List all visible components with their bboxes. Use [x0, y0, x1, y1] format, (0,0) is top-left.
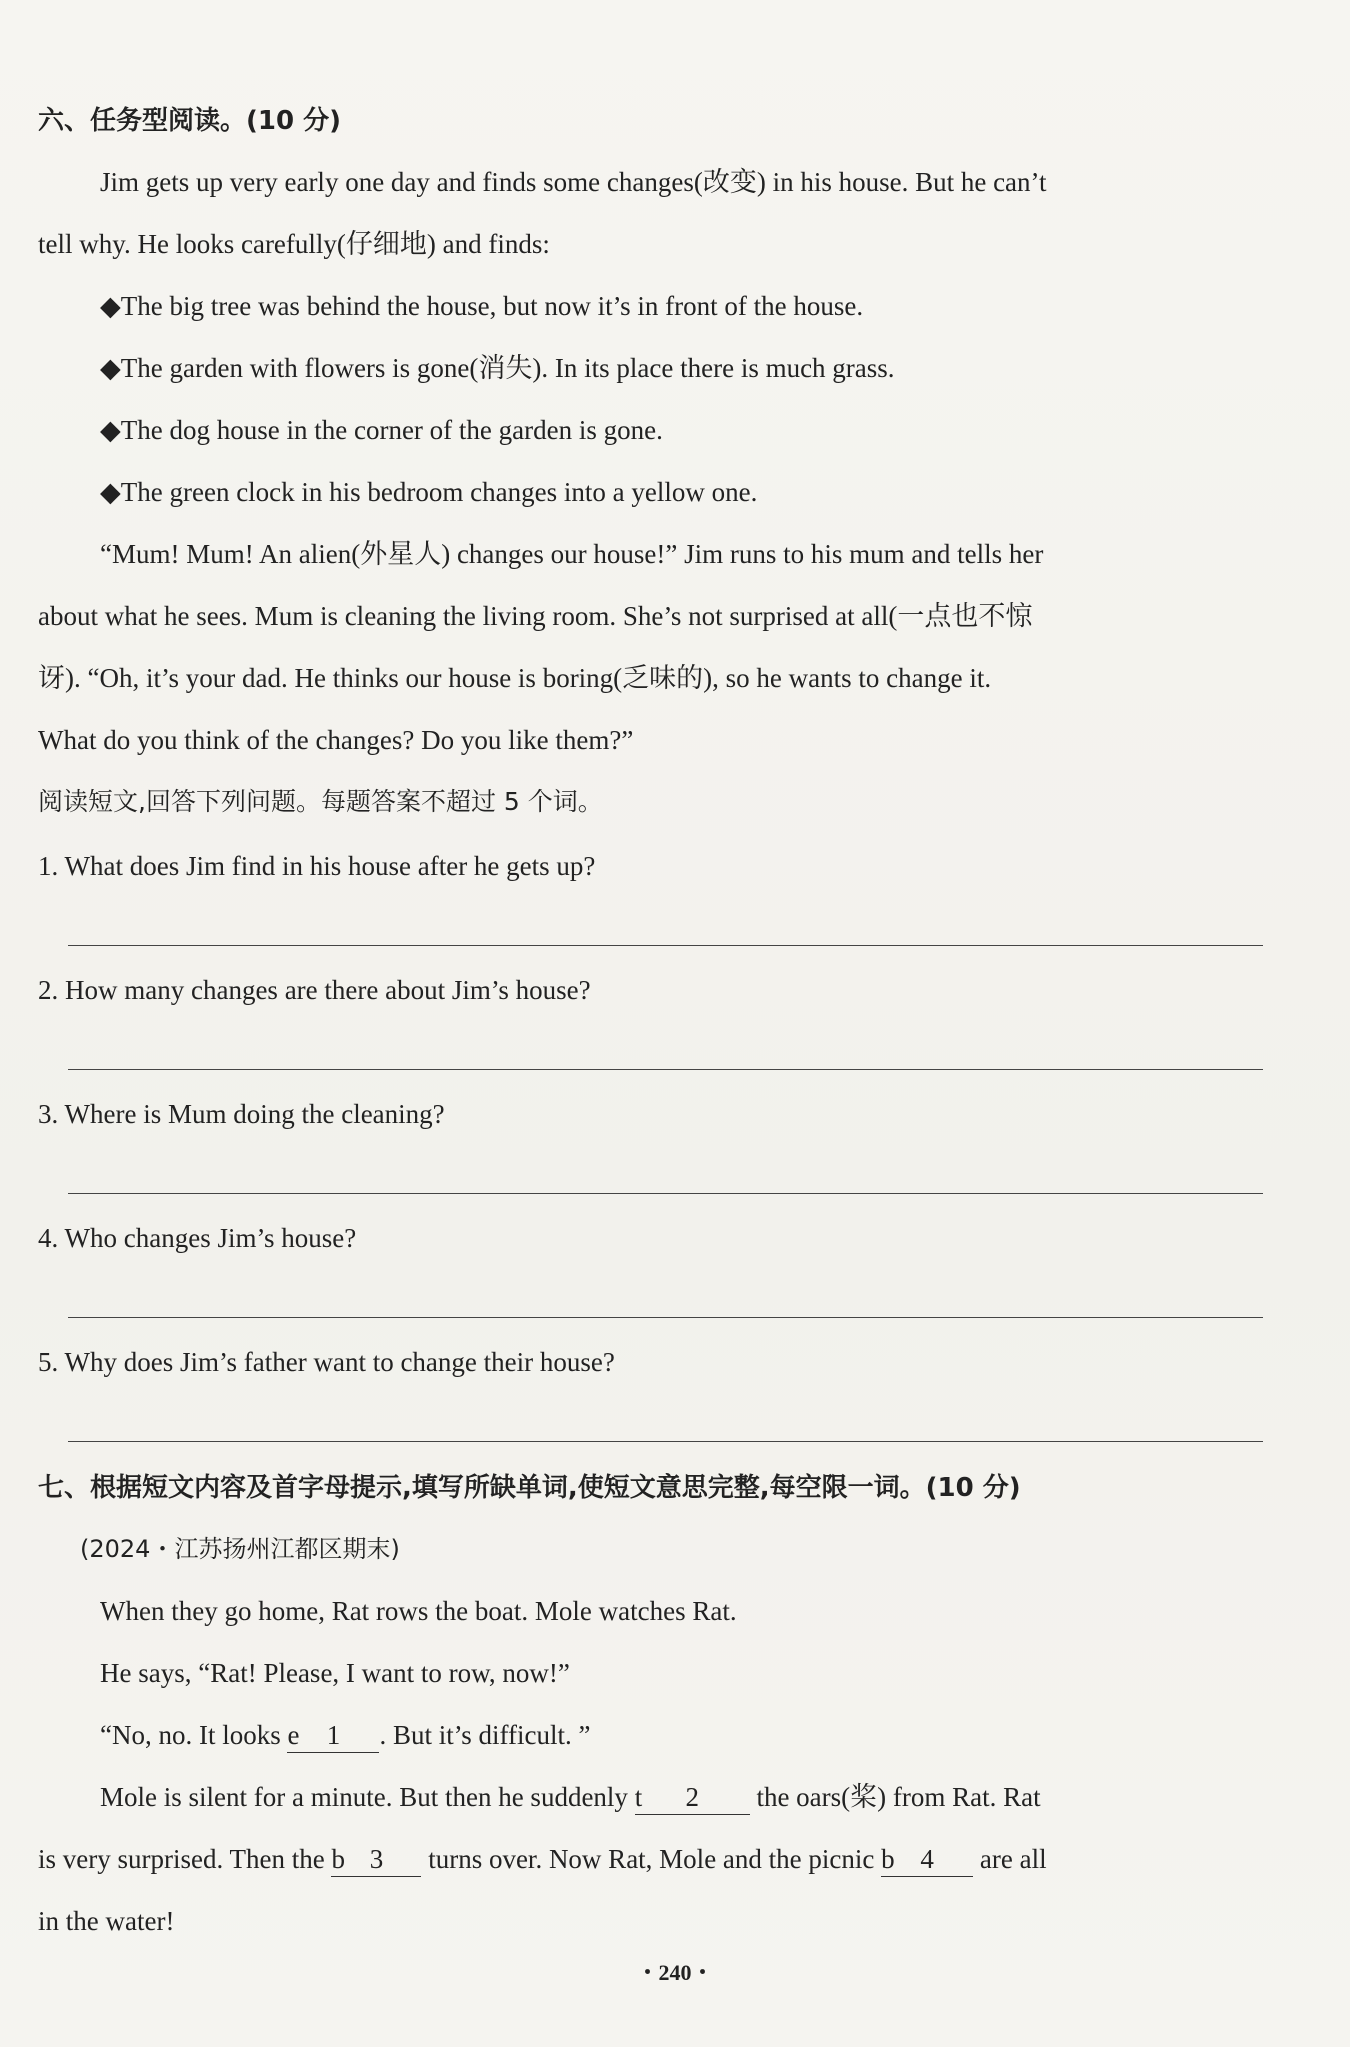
question: 3. Where is Mum doing the cleaning?: [38, 1099, 445, 1129]
passage-line: 讶). “Oh, it’s your dad. He thinks our house is boring(乏味的), so he wants to change it.: [38, 663, 992, 693]
passage-line: is very surprised. Then the b 3 turns over. Now Rat, Mole and the picnic b 4 are all: [38, 1842, 1047, 1877]
bullet-item: ◆The dog house in the corner of the garden is gone.: [100, 415, 663, 445]
answer-line-1[interactable]: [68, 945, 1263, 946]
passage-line: in the water!: [38, 1906, 175, 1936]
passage-line: Mole is silent for a minute. But then he suddenly t 2 the oars(桨) from Rat. Rat: [100, 1780, 1041, 1815]
bullet-item: ◆The green clock in his bedroom changes into a yellow one.: [100, 477, 758, 507]
bullet-item: ◆The garden with flowers is gone(消失). In its place there is much grass.: [100, 353, 895, 383]
instruction-text: 阅读短文,回答下列问题。每题答案不超过 5 个词。: [38, 787, 603, 816]
blank-2[interactable]: t 2: [635, 1780, 750, 1815]
bullet-item: ◆The big tree was behind the house, but now it’s in front of the house.: [100, 291, 864, 321]
blank-1[interactable]: e 1: [287, 1718, 379, 1753]
passage-line: He says, “Rat! Please, I want to row, now!”: [100, 1658, 570, 1688]
passage-line: When they go home, Rat rows the boat. Mole watches Rat.: [100, 1596, 737, 1626]
blank-4[interactable]: b 4: [881, 1842, 973, 1877]
passage-line: Jim gets up very early one day and finds some changes(改变) in his house. But he can’t: [100, 167, 1047, 197]
blank-3[interactable]: b 3: [331, 1842, 421, 1877]
answer-line-2[interactable]: [68, 1069, 1263, 1070]
passage-line: “No, no. It looks e 1 . But it’s difficult. ”: [100, 1718, 590, 1753]
answer-line-5[interactable]: [68, 1441, 1263, 1442]
source-note: (2024・江苏扬州江都区期末): [80, 1535, 400, 1563]
passage-line: about what he sees. Mum is cleaning the living room. She’s not surprised at all(一点也不惊: [38, 601, 1033, 631]
question: 5. Why does Jim’s father want to change their house?: [38, 1347, 615, 1377]
question: 2. How many changes are there about Jim’s house?: [38, 975, 591, 1005]
question: 1. What does Jim find in his house after he gets up?: [38, 851, 596, 881]
passage-line: “Mum! Mum! An alien(外星人) changes our house!” Jim runs to his mum and tells her: [100, 539, 1044, 569]
answer-line-3[interactable]: [68, 1193, 1263, 1194]
question: 4. Who changes Jim’s house?: [38, 1223, 357, 1253]
section7-title: 七、根据短文内容及首字母提示,填写所缺单词,使短文意思完整,每空限一词。(10 分): [38, 1473, 1021, 1503]
page-number: ・240・: [636, 1960, 714, 1985]
passage-line: What do you think of the changes? Do you like them?”: [38, 725, 634, 755]
answer-line-4[interactable]: [68, 1317, 1263, 1318]
passage-line: tell why. He looks carefully(仔细地) and finds:: [38, 229, 550, 259]
section6-title: 六、任务型阅读。(10 分): [38, 106, 341, 136]
